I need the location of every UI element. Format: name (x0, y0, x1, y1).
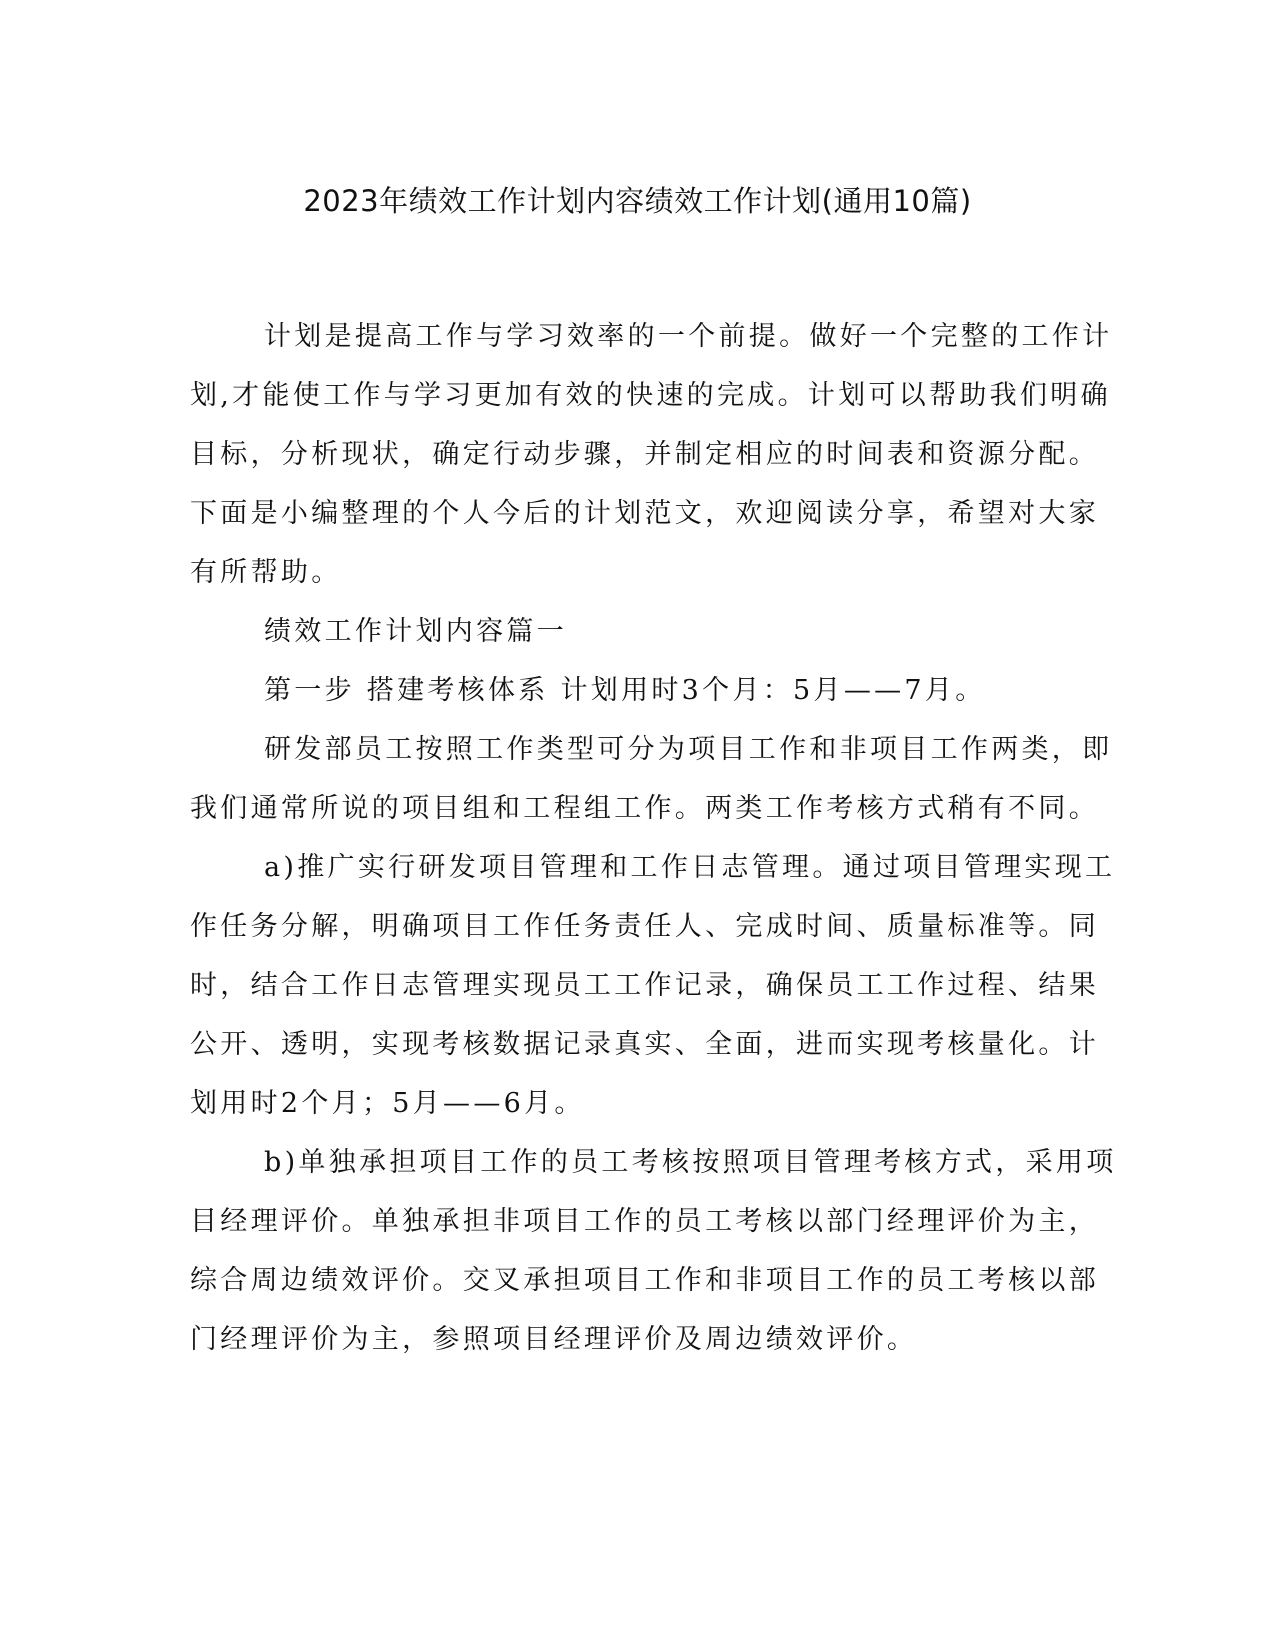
paragraph-line: a)推广实行研发项目管理和工作日志管理。通过项目管理实现工 (264, 852, 1116, 883)
paragraph-line: b)单独承担项目工作的员工考核按照项目管理考核方式，采用项 (264, 1147, 1117, 1178)
paragraph-line: 划,才能使工作与学习更加有效的快速的完成。计划可以帮助我们明确 (190, 380, 1111, 411)
paragraph-line: 第一步 搭建考核体系 计划用时3个月：5月——7月。 (264, 675, 986, 706)
document-title: 2023年绩效工作计划内容绩效工作计划(通用10篇) (303, 184, 972, 218)
paragraph-line: 门经理评价为主，参照项目经理评价及周边绩效评价。 (190, 1324, 918, 1355)
paragraph-line: 下面是小编整理的个人今后的计划范文，欢迎阅读分享，希望对大家 (190, 498, 1099, 529)
paragraph-line: 公开、透明，实现考核数据记录真实、全面，进而实现考核量化。计 (190, 1029, 1099, 1060)
paragraph-line: 目经理评价。单独承担非项目工作的员工考核以部门经理评价为主， (190, 1206, 1099, 1237)
paragraph-line: 划用时2个月；5月——6月。 (190, 1088, 585, 1119)
paragraph-line: 有所帮助。 (190, 557, 342, 588)
paragraph-line: 时，结合工作日志管理实现员工工作记录，确保员工工作过程、结果 (190, 970, 1099, 1001)
paragraph-line: 目标，分析现状，确定行动步骤，并制定相应的时间表和资源分配。 (190, 439, 1099, 470)
paragraph-line: 我们通常所说的项目组和工程组工作。两类工作考核方式稍有不同。 (190, 793, 1099, 824)
paragraph-line: 综合周边绩效评价。交叉承担项目工作和非项目工作的员工考核以部 (190, 1265, 1099, 1296)
paragraph-line: 研发部员工按照工作类型可分为项目工作和非项目工作两类，即 (264, 734, 1113, 765)
paragraph-line: 计划是提高工作与学习效率的一个前提。做好一个完整的工作计 (264, 321, 1113, 352)
paragraph-line: 作任务分解，明确项目工作任务责任人、完成时间、质量标准等。同 (190, 911, 1099, 942)
section-heading: 绩效工作计划内容篇一 (264, 616, 567, 647)
